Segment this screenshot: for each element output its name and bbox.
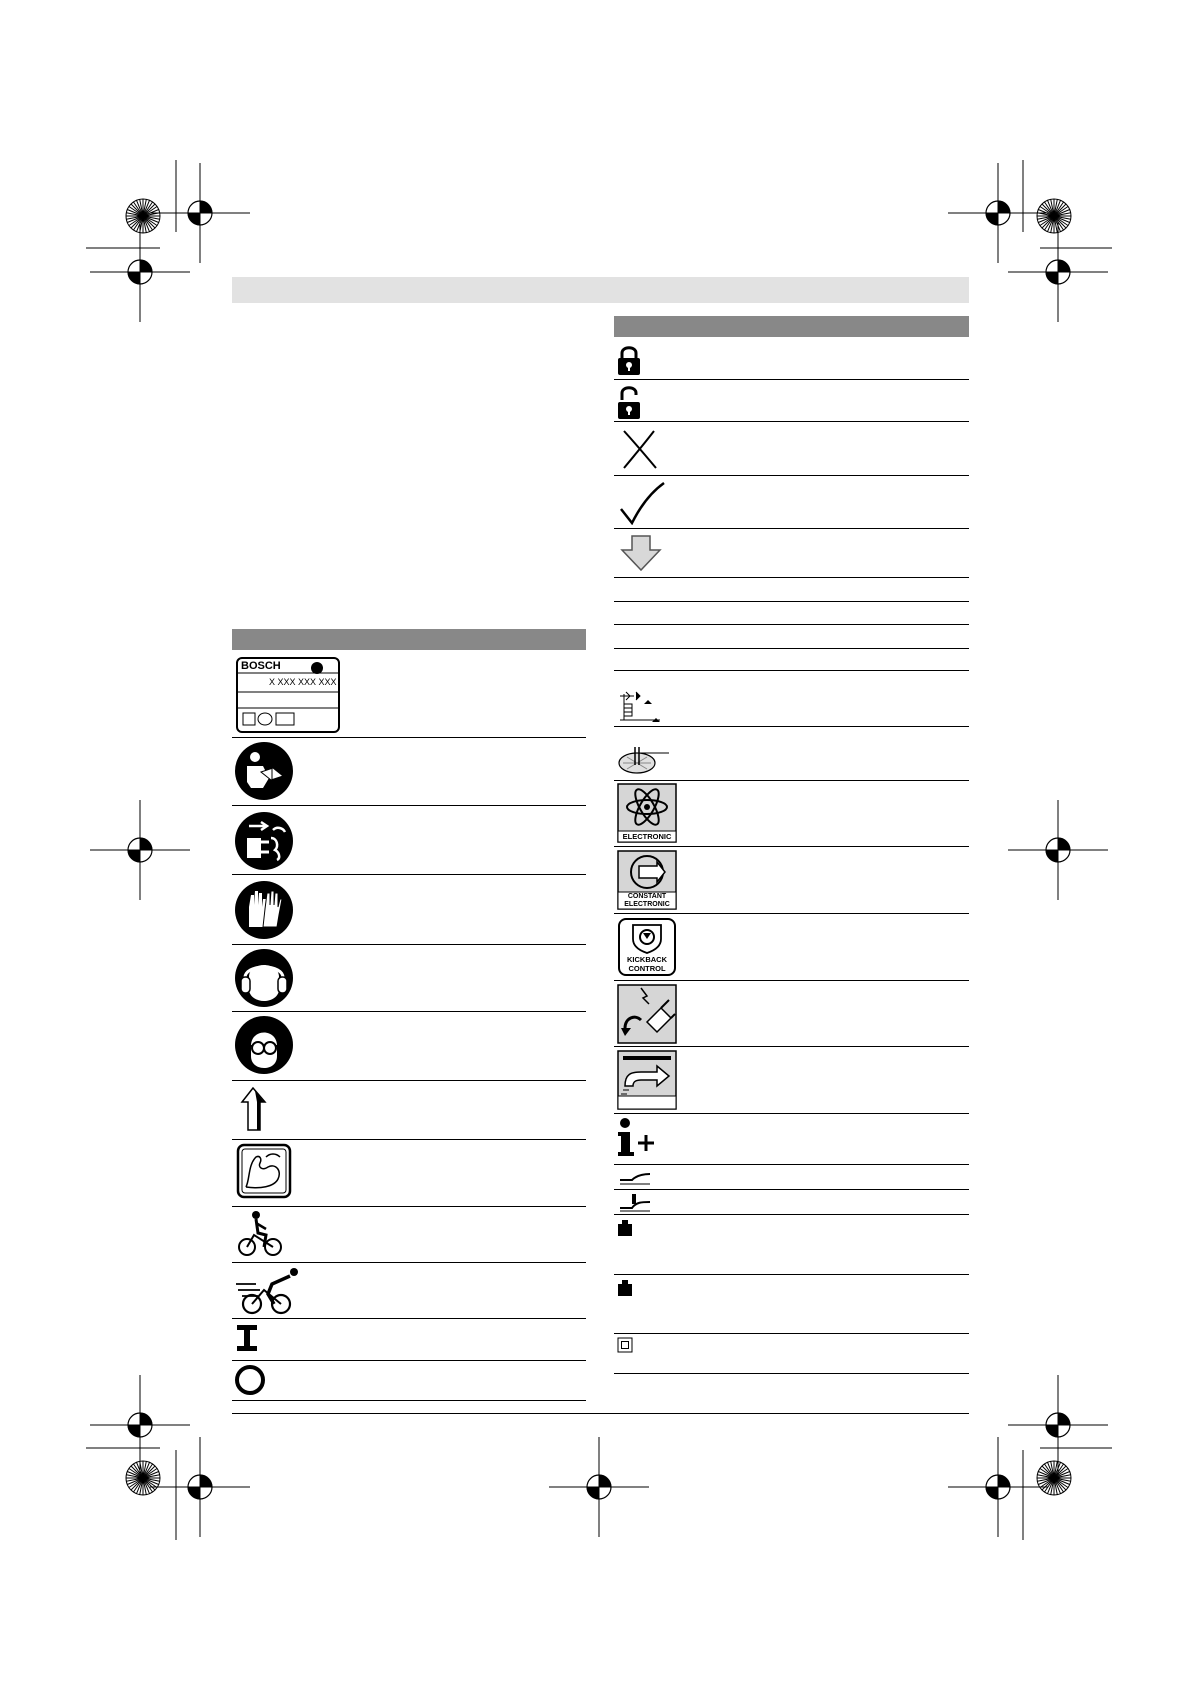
row-divider: [232, 1400, 586, 1401]
constant-label-line2: ELECTRONIC: [624, 901, 670, 908]
weight-icon: [616, 1219, 636, 1239]
right-table-header: [614, 316, 969, 337]
saw-blade-disc-icon: [617, 745, 671, 775]
gloves-icon: [235, 881, 293, 939]
read-manual-icon: [235, 742, 293, 800]
electronic-label: ELECTRONIC: [622, 832, 672, 841]
row-divider: [614, 1274, 969, 1275]
left-table-header: [232, 629, 586, 650]
row-divider: [614, 1333, 969, 1334]
plunge-cut-icon: [618, 1168, 652, 1188]
row-divider: [614, 913, 969, 914]
row-divider: [614, 726, 969, 727]
lock-closed-icon: [616, 344, 642, 376]
row-divider: [232, 1360, 586, 1361]
row-divider: [614, 421, 969, 422]
row-divider: [232, 805, 586, 806]
cross-mark-icon: [620, 428, 660, 470]
row-divider: [614, 648, 969, 649]
check-mark-icon: [618, 481, 668, 525]
row-divider: [614, 475, 969, 476]
row-divider: [614, 379, 969, 380]
page-header-bar: [232, 277, 969, 303]
row-divider: [614, 780, 969, 781]
unplug-icon: [235, 812, 293, 870]
fast-speed-cyclist-icon: [234, 1266, 304, 1316]
row-divider: [232, 1080, 586, 1081]
arrow-down-icon: [620, 534, 662, 572]
plunge-cut-marker-icon: [618, 1192, 652, 1214]
row-divider: [232, 944, 586, 945]
row-divider: [614, 1373, 969, 1374]
cutting-depth-icon: [618, 690, 662, 726]
restart-protection-icon: [617, 984, 677, 1044]
nameplate-brand: BOSCH: [241, 660, 281, 672]
constant-label-line1: CONSTANT: [627, 893, 667, 900]
page-footer-rule: [232, 1413, 969, 1414]
row-divider: [614, 577, 969, 578]
switch-on-icon: [236, 1324, 258, 1352]
row-divider: [614, 1214, 969, 1215]
row-divider: [232, 1206, 586, 1207]
muscle-arm-icon: [236, 1143, 292, 1199]
row-divider: [232, 1262, 586, 1263]
row-divider: [614, 528, 969, 529]
tool-guidance-icon: [617, 1050, 677, 1110]
row-divider: [614, 1189, 969, 1190]
row-divider: [232, 1139, 586, 1140]
kickback-label-line1: KICKBACK: [627, 955, 667, 964]
row-divider: [232, 1318, 586, 1319]
nameplate-number: X XXX XXX XXX: [269, 677, 337, 687]
arrow-up-icon: [238, 1086, 268, 1132]
switch-off-icon: [234, 1364, 266, 1396]
row-divider: [614, 601, 969, 602]
lock-open-icon: [616, 384, 642, 420]
row-divider: [614, 980, 969, 981]
weight-icon: [616, 1279, 636, 1299]
row-divider: [232, 874, 586, 875]
eye-protection-icon: [235, 1016, 293, 1074]
slow-speed-cyclist-icon: [236, 1209, 286, 1259]
row-divider: [614, 1113, 969, 1114]
ear-protection-icon: [235, 949, 293, 1007]
row-divider: [614, 846, 969, 847]
info-plus-icon: [616, 1118, 656, 1158]
protection-class-ii-icon: [617, 1337, 633, 1353]
row-divider: [232, 1011, 586, 1012]
row-divider: [232, 737, 586, 738]
row-divider: [614, 1046, 969, 1047]
row-divider: [614, 670, 969, 671]
row-divider: [614, 624, 969, 625]
kickback-label-line2: CONTROL: [628, 964, 666, 973]
row-divider: [614, 1164, 969, 1165]
